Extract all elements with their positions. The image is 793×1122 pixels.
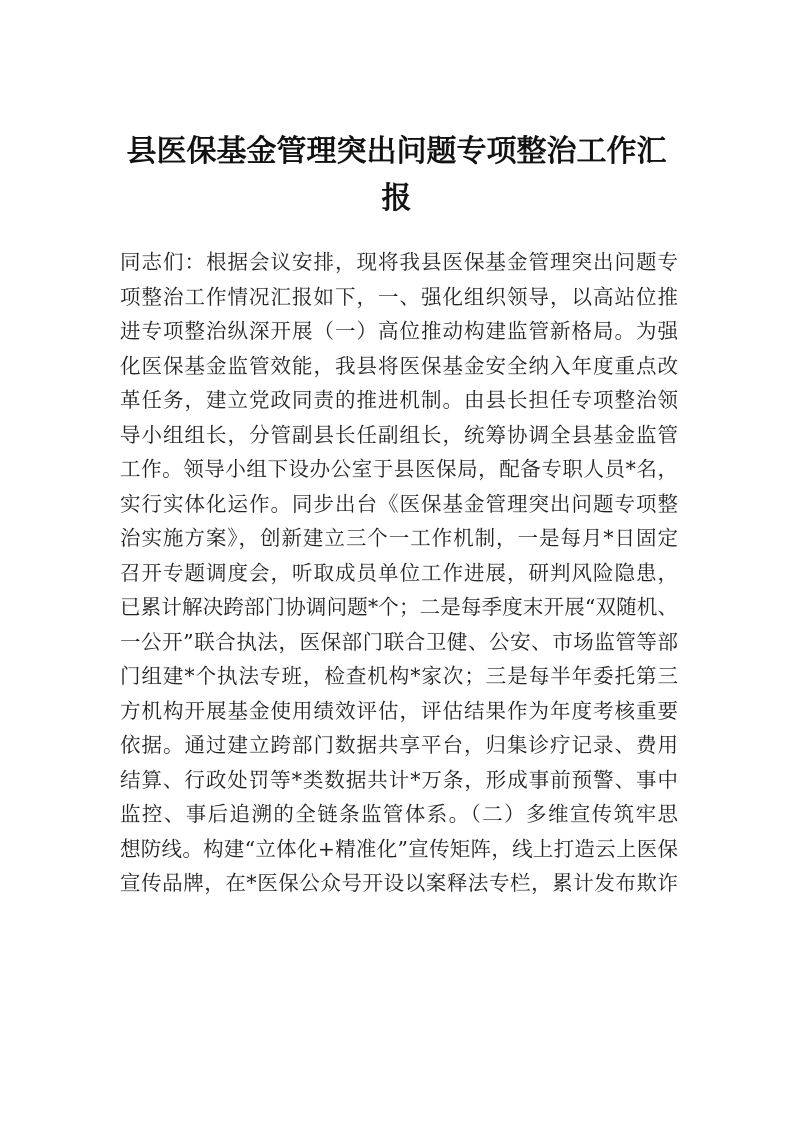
- body-line: 项整治工作情况汇报如下，一、强化组织领导，以高站位推: [120, 284, 678, 309]
- body-line: 工作。领导小组下设办公室于县医保局，配备专职人员*名，: [120, 457, 678, 481]
- body-line: 同志们：根据会议安排，现将我县医保基金管理突出问题专: [120, 250, 678, 274]
- body-line: 已累计解决跨部门协调问题*个；二是每季度末开展“双随机、: [120, 595, 678, 619]
- document-body: [120, 245, 678, 901]
- body-line: 门组建*个执法专班，检查机构*家次；三是每半年委托第三: [120, 664, 678, 688]
- body-line: 革任务，建立党政同责的推进机制。由县长担任专项整治领: [120, 388, 678, 412]
- body-line: 依据。通过建立跨部门数据共享平台，归集诊疗记录、费用: [120, 733, 678, 757]
- body-line: 化医保基金监管效能，我县将医保基金安全纳入年度重点改: [120, 353, 678, 378]
- body-line: 实行实体化运作。同步出台《医保基金管理突出问题专项整: [120, 491, 678, 516]
- title-line: 县医保基金管理突出问题专项整治工作汇: [126, 134, 667, 169]
- body-line: 召开专题调度会，听取成员单位工作进展，研判风险隐患，: [120, 560, 678, 585]
- body-line: 治实施方案》，创新建立三个一工作机制，一是每月*日固定: [120, 526, 678, 550]
- body-line: 方机构开展基金使用绩效评估，评估结果作为年度考核重要: [120, 698, 678, 723]
- body-line: 导小组组长，分管副县长任副组长，统筹协调全县基金监管: [120, 422, 678, 447]
- body-line: 一公开”联合执法，医保部门联合卫健、公安、市场监管等部: [120, 629, 678, 654]
- body-line: 宣传品牌，在*医保公众号开设以案释法专栏，累计发布欺诈: [120, 871, 678, 895]
- body-line: 想防线。构建“立体化+精准化”宣传矩阵，线上打造云上医保: [120, 836, 678, 861]
- body-line: 结算、行政处罚等*类数据共计*万条，形成事前预警、事中: [120, 767, 678, 792]
- body-line: 监控、事后追溯的全链条监管体系。（二）多维宣传筑牢思: [120, 802, 678, 826]
- title-line: 报: [381, 181, 412, 216]
- body-line: 进专项整治纵深开展（一）高位推动构建监管新格局。为强: [120, 319, 678, 343]
- document-title: [110, 128, 683, 222]
